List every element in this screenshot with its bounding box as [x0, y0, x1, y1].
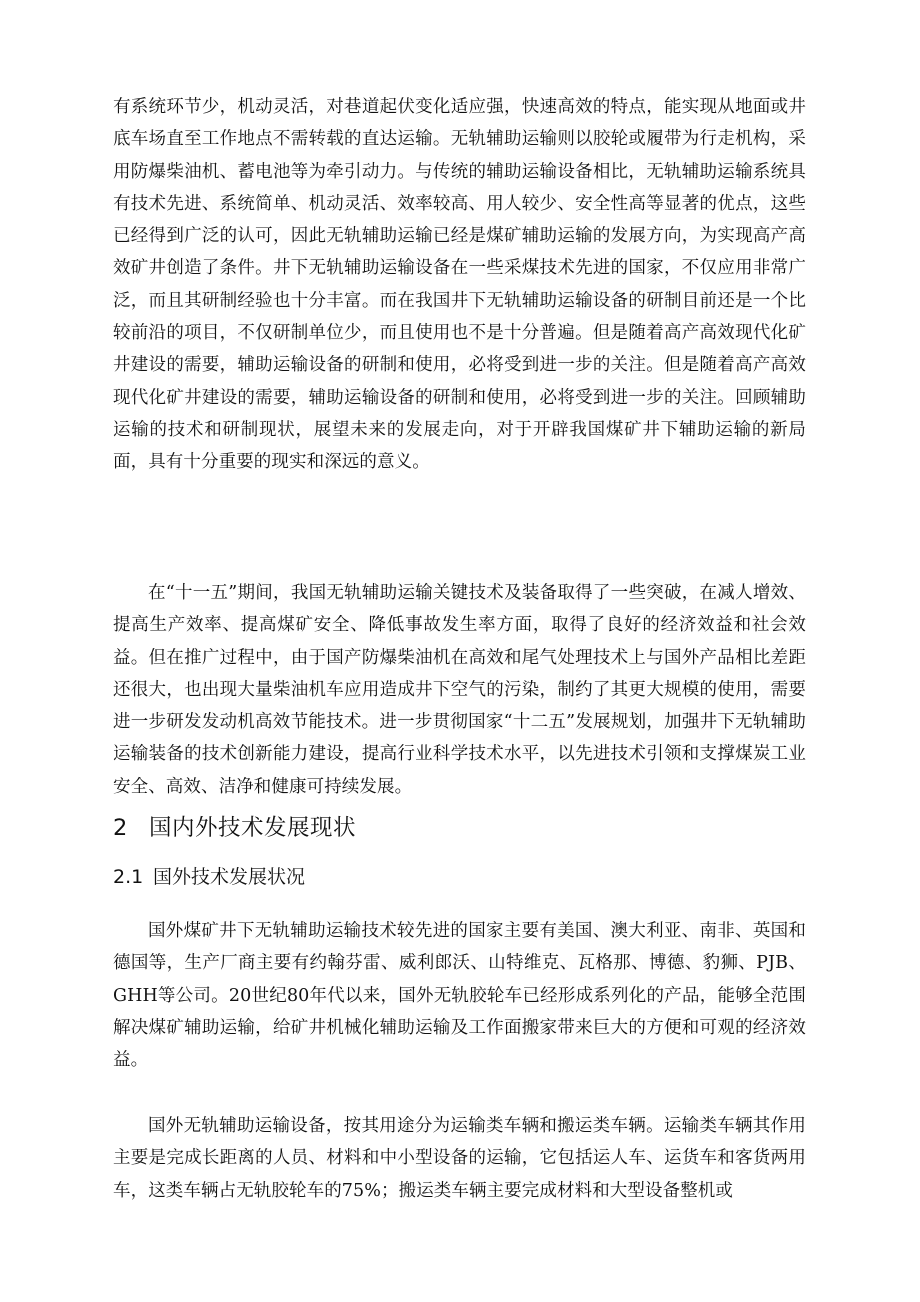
body-paragraph: 国外煤矿井下无轨辅助运输技术较先进的国家主要有美国、澳大利亚、南非、英国和德国等，生产厂商主要有约翰芬雷、威利郎沃、山特维克、瓦格那、博德、豹狮、PJB、GHH等公司。20世纪80年代以来，国外无轨胶轮车已经形成系列化的产品，能够全范围解决煤矿辅助运输，给矿井机械化辅助运输及工作面搬家带来巨大的方便和可观的经济效益。	[113, 921, 806, 1071]
body-paragraph: 国外无轨辅助运输设备，按其用途分为运输类车辆和搬运类车辆。运输类车辆其作用主要是完成长距离的人员、材料和中小型设备的运输，它包括运人车、运货车和客货两用车，这类车辆占无轨胶轮车的75%；搬运类车辆主要完成材料和大型设备整机或	[113, 1116, 806, 1201]
body-paragraph: 有系统环节少，机动灵活，对巷道起伏变化适应强，快速高效的特点，能实现从地面或井底车场直至工作地点不需转载的直达运输。无轨辅助运输则以胶轮或履带为行走机构，采用防爆柴油机、蓄电池等为牵引动力。与传统的辅助运输设备相比，无轨辅助运输系统具有技术先进、系统简单、机动灵活、效率较高、用人较少、安全性高等显著的优点，这些已经得到广泛的认可，因此无轨辅助运输已经是煤矿辅助运输的发展方向，为实现高产高效矿井创造了条件。井下无轨辅助运输设备在一些采煤技术先进的国家，不仅应用非常广泛，而且其研制经验也十分丰富。而在我国井下无轨辅助运输设备的研制目前还是一个比较前沿的项目，不仅研制单位少，而且使用也不是十分普遍。但是随着高产高效现代化矿井建设的需要，辅助运输设备的研制和使用，必将受到进一步的关注。但是随着高产高效现代化矿井建设的需要，辅助运输设备的研制和使用，必将受到进一步的关注。回顾辅助运输的技术和研制现状，展望未来的发展走向，对于开辟我国煤矿井下辅助运输的新局面，具有十分重要的现实和深远的意义。	[113, 97, 806, 473]
subsection-number: 2.1	[113, 866, 144, 888]
section-title: 国内外技术发展现状	[149, 815, 357, 841]
body-paragraph: 在“十一五”期间，我国无轨辅助运输关键技术及装备取得了一些突破，在减人增效、提高生产效率、提高煤矿安全、降低事故发生率方面，取得了良好的经济效益和社会效益。但在推广过程中，由于国产防爆柴油机在高效和尾气处理技术上与国外产品相比差距还很大，也出现大量柴油机车应用造成井下空气的污染，制约了其更大规模的使用，需要进一步研发发动机高效节能技术。进一步贯彻国家“十二五”发展规划，加强井下无轨辅助运输装备的技术创新能力建设，提高行业科学技术水平，以先进技术引领和支撑煤炭工业安全、高效、洁净和健康可持续发展。	[113, 583, 806, 797]
subsection-heading	[113, 862, 305, 889]
section-number: 2	[113, 815, 128, 841]
section-heading	[113, 810, 356, 842]
subsection-title: 国外技术发展状况	[153, 866, 306, 888]
